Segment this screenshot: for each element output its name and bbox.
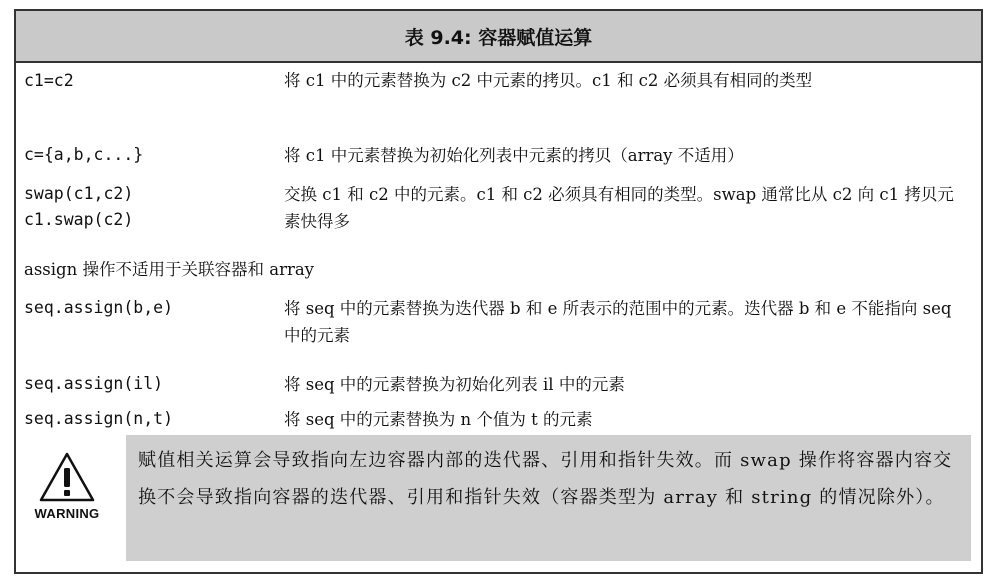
row-code: swap(c1,c2) c1.swap(c2) — [24, 184, 134, 229]
row-code: seq.assign(il) — [24, 374, 164, 393]
warning-label: WARNING — [34, 506, 100, 521]
row-code: c1=c2 — [24, 71, 74, 90]
row-description: 将 c1 中的元素替换为 c2 中元素的拷贝。c1 和 c2 必须具有相同的类型 — [284, 71, 813, 90]
warning-badge — [22, 451, 112, 551]
warning-text: 赋值相关运算会导致指向左边容器内部的迭代器、引用和指针失效。而 swap 操作将容器内容交换不会导致指向容器的迭代器、引用和指针失效（容器类型为 array 和 string 的情况除外）。 — [126, 435, 971, 561]
assignment-table — [14, 9, 983, 574]
row-description: 将 c1 中元素替换为初始化列表中元素的拷贝（array 不适用） — [284, 146, 744, 165]
warning-triangle-icon — [38, 451, 96, 503]
row-description: 将 seq 中的元素替换为初始化列表 il 中的元素 — [284, 375, 625, 394]
table-header — [16, 11, 981, 63]
row-description: 将 seq 中的元素替换为迭代器 b 和 e 所表示的范围中的元素。迭代器 b 和 e 不能指向 seq 中的元素 — [284, 299, 952, 345]
row-code: seq.assign(b,e) — [24, 298, 174, 317]
row-note: assign 操作不适用于关联容器和 array — [24, 260, 314, 279]
row-code: seq.assign(n,t) — [24, 409, 174, 428]
row-description: 交换 c1 和 c2 中的元素。c1 和 c2 必须具有相同的类型。swap 通常比从 c2 向 c1 拷贝元素快得多 — [284, 185, 954, 231]
table-title: 表 9.4: 容器赋值运算 — [404, 26, 593, 49]
row-description: 将 seq 中的元素替换为 n 个值为 t 的元素 — [284, 410, 593, 429]
row-code: c={a,b,c...} — [24, 145, 144, 164]
